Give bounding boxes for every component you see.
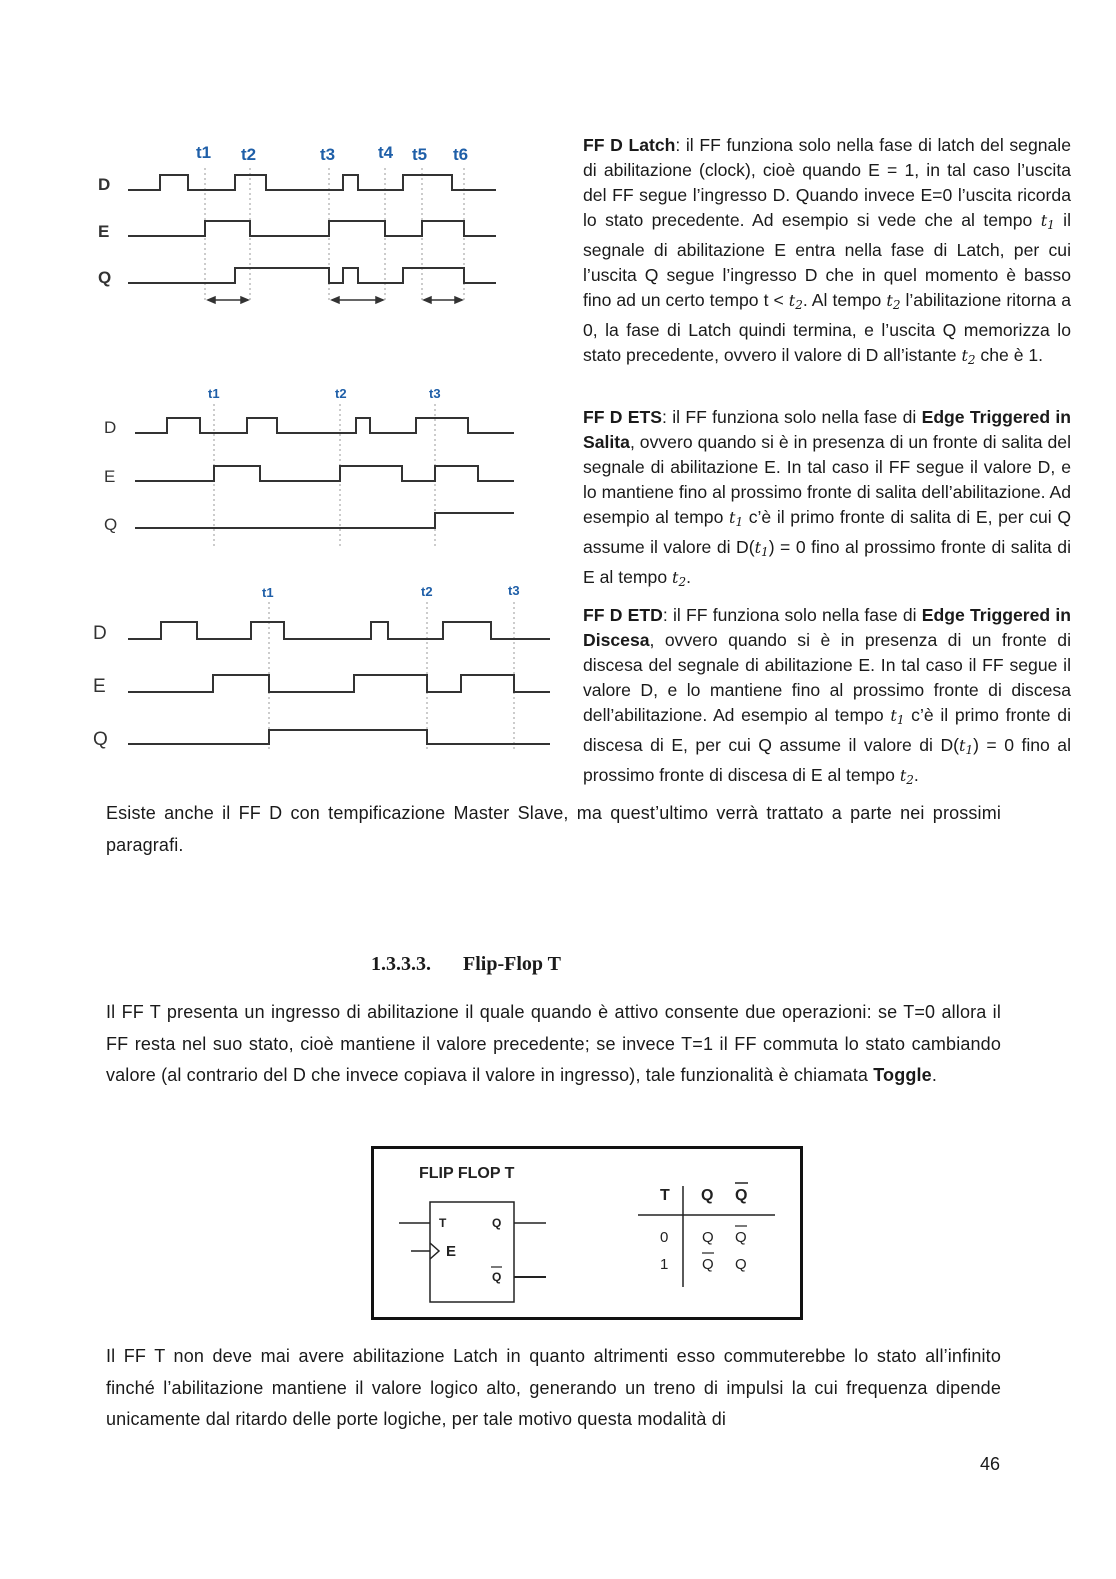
ets-title: FF D ETS [583, 407, 663, 427]
tff-input-t: T [439, 1216, 447, 1230]
latch-text-3: . Al tempo [802, 290, 887, 310]
ets-description [583, 405, 1071, 595]
row1-t: 1 [660, 1256, 669, 1273]
math-t2b: $t_2$ [886, 291, 901, 312]
latch-d-waveform [128, 175, 496, 190]
ets-t3-label: t3 [429, 386, 441, 401]
table-header-q: Q [701, 1187, 714, 1204]
ets-text-5: . [686, 567, 691, 587]
table-header-t: T [660, 1187, 670, 1204]
section-heading [371, 953, 561, 976]
latch-t6-label: t6 [453, 145, 469, 164]
page-number: 46 [980, 1454, 1001, 1474]
etd-timing-diagram [88, 580, 558, 760]
etd-e-label: E [93, 676, 106, 697]
t-intro-end: . [931, 1065, 937, 1085]
tff-input-e: E [446, 1243, 457, 1260]
latch-e-waveform [128, 221, 496, 236]
latch-t5-label: t5 [412, 145, 428, 164]
ets-timing-diagram [90, 382, 520, 552]
etd-math-t1b: $t_1$ [959, 736, 974, 757]
ets-t2-label: t2 [335, 386, 347, 401]
latch-text-5: che è 1. [975, 345, 1044, 365]
row1-qbar: Q [735, 1256, 747, 1273]
ets-q-label: Q [104, 515, 118, 534]
latch-text-2: il segnale di abilitazione E entra nella fase di Latch, per cui l’uscita Q segue l’ingresso D che in quel momento è basso fino ad un certo tempo t < [583, 210, 1071, 310]
section-title: Flip-Flop T [463, 953, 561, 975]
ets-e-waveform [135, 466, 514, 481]
etd-d-label: D [93, 623, 107, 644]
ets-text-2: , ovvero quando si è in presenza di un fronte di salita del segnale di abilitazione E. In tal caso il FF segue il valore D, e lo mantiene fino al prossimo fronte di salita dell’abilitazione. Ad esempio al tempo [583, 432, 1072, 527]
tff-title: FLIP FLOP T [419, 1165, 515, 1182]
ets-q-waveform [135, 513, 514, 528]
latch-t4-label: t4 [378, 143, 394, 162]
etd-description [583, 603, 1071, 793]
toggle-bold: Toggle [873, 1065, 932, 1085]
etd-t3-label: t3 [508, 583, 520, 598]
latch-d-label: D [98, 175, 111, 194]
latch-t1-label: t1 [196, 143, 212, 162]
ets-math-t1: $t_1$ [729, 508, 744, 529]
section-number: 1.3.3.3. [371, 953, 431, 975]
latch-description [583, 133, 1071, 373]
etd-t1-label: t1 [262, 585, 274, 600]
latch-title: FF D Latch [583, 135, 676, 155]
latch-t3-label: t3 [320, 145, 336, 164]
latch-t2-label: t2 [241, 145, 257, 164]
master-slave-paragraph: Esiste anche il FF D con tempificazione Master Slave, ma quest’ultimo verrà trattato a parte nei prossimi paragrafi. [106, 803, 1001, 855]
ets-text-4: ) = 0 fino al prossimo fronte di salita di E al tempo [583, 537, 1071, 587]
tff-figure [371, 1146, 803, 1320]
ets-text-1: : il FF funziona solo nella fase di [662, 407, 922, 427]
etd-d-waveform [128, 622, 550, 639]
ets-e-label: E [104, 467, 116, 486]
ets-bold-1: Edge Triggered in Salita [583, 407, 1072, 452]
etd-q-waveform [128, 730, 550, 744]
latch-q-label: Q [98, 268, 112, 287]
math-t2c: $t_2$ [961, 346, 976, 367]
row0-q: Q [702, 1229, 714, 1246]
etd-math-t1: $t_1$ [890, 706, 905, 727]
tff-output-qbar: Q [492, 1270, 502, 1284]
etd-t2-label: t2 [421, 584, 433, 599]
etd-text-1: : il FF funziona solo nella fase di [662, 605, 922, 625]
t-intro-text: Il FF T presenta un ingresso di abilitazione il quale quando è attivo consente due operazioni: se T=0 allora il FF resta nel suo stato, cioè mantiene il valore precedente; se invece T=1 il FF commuta lo stato cambiando valore (al contrario del D che invece copiava il valore in ingresso), tale funzionalità è chiamata [106, 1002, 1001, 1085]
etd-text-2: , ovvero quando si è in presenza di un fronte di discesa del segnale di abilitazione E. In tal caso il FF segue il valore D, e lo mantiene fino al prossimo fronte di discesa dell’abilitazione. Ad esempio al tempo [583, 630, 1071, 725]
ets-d-label: D [104, 418, 117, 437]
t-intro-paragraph [106, 997, 1001, 1092]
math-t2: $t_2$ [788, 291, 803, 312]
etd-q-label: Q [93, 729, 108, 750]
etd-math-t2: $t_2$ [899, 766, 914, 787]
latch-e-label: E [98, 222, 110, 241]
row1-q: Q [702, 1256, 714, 1273]
ets-math-t1b: $t_1$ [754, 538, 769, 559]
row0-t: 0 [660, 1229, 669, 1246]
ets-t1-label: t1 [208, 386, 220, 401]
latch-timing-diagram [90, 132, 510, 312]
row0-qbar: Q [735, 1229, 747, 1246]
latch-text-4: l’abilitazione ritorna a 0, la fase di Latch quindi termina, e l’uscita Q memorizza lo stato precedente, ovvero il valore di D all’istante [583, 290, 1071, 365]
ets-d-waveform [135, 418, 514, 433]
table-header-qbar: Q [735, 1187, 748, 1204]
tff-output-q: Q [492, 1216, 502, 1230]
etd-bold-1: Edge Triggered in Discesa [583, 605, 1072, 650]
etd-text-4: ) = 0 fino al prossimo fronte di discesa di E al tempo [583, 735, 1072, 785]
etd-title: FF D ETD [583, 605, 663, 625]
ets-text-3: c’è il primo fronte di salita di E, per cui Q assume il valore di D( [583, 507, 1072, 557]
latch-text-1: : il FF funziona solo nella fase di latch del segnale di abilitazione (clock), cioè quando E = 1, in tal caso l’uscita del FF segue l’ingresso D. Quando invece E=0 l’uscita ricorda lo stato precedente. Ad esempio si vede che al tempo [583, 135, 1071, 230]
etd-e-waveform [128, 675, 550, 692]
etd-text-5: . [913, 765, 919, 785]
latch-q-waveform [128, 268, 496, 283]
t-latch-paragraph: Il FF T non deve mai avere abilitazione Latch in quanto altrimenti esso commuterebbe lo stato all’infinito finché l’abilitazione mantiene il valore logico alto, generando un treno di impulsi la cui frequenza dipende unicamente dal ritardo delle porte logiche, per tale motivo questa modalità di [106, 1346, 1001, 1429]
etd-text-3: c’è il primo fronte di discesa di E, per cui Q assume il valore di D( [583, 705, 1071, 755]
ets-math-t2: $t_2$ [672, 568, 687, 589]
math-t1: $t_1$ [1040, 211, 1055, 232]
